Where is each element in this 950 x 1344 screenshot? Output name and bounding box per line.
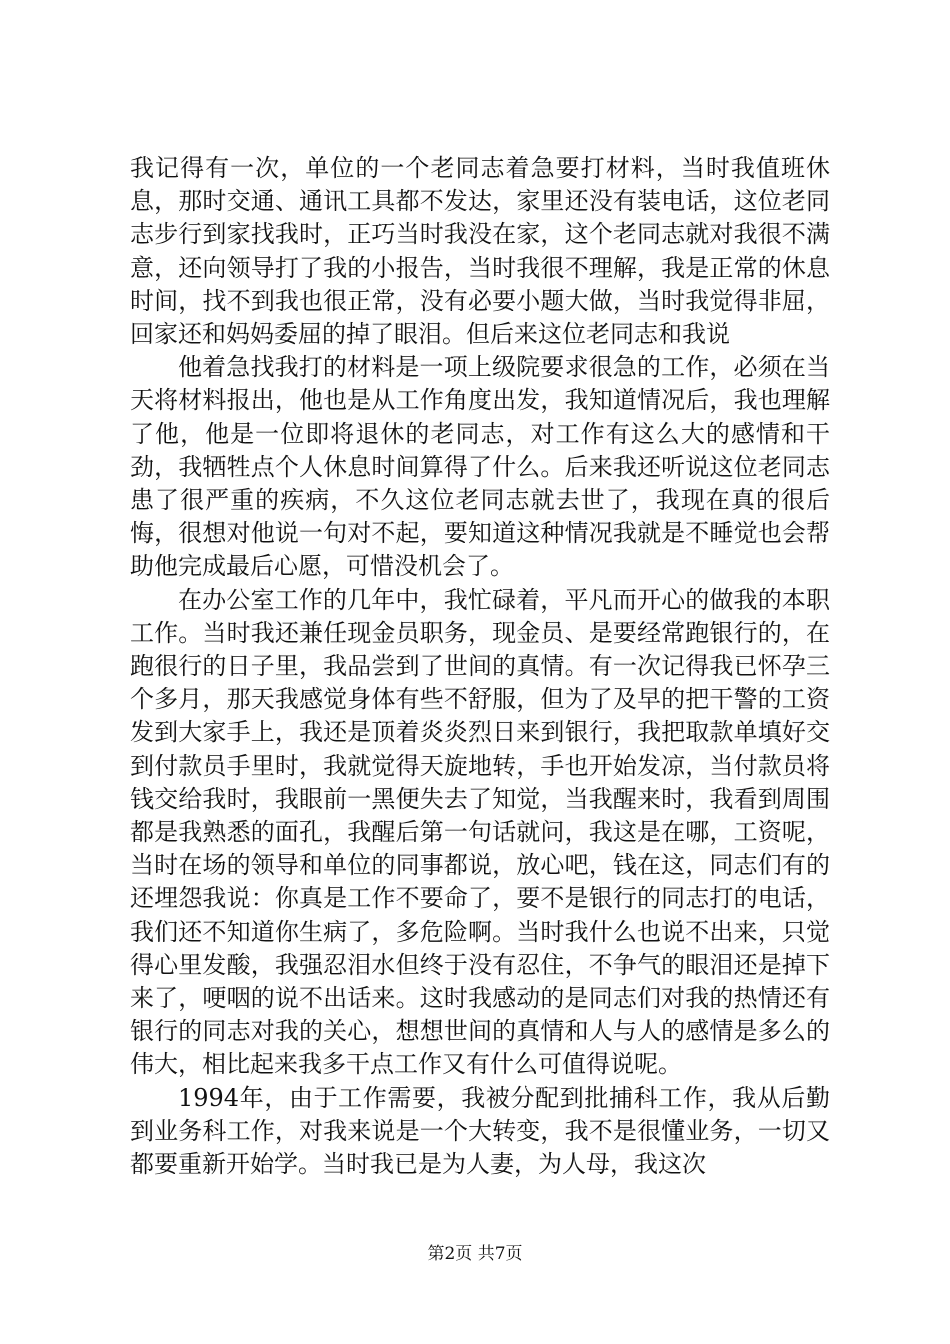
paragraph-4: 1994年，由于工作需要，我被分配到批捕科工作，我从后勤到业务科工作，对我来说是一个大转变，我不是很懂业务，一切又都要重新开始学。当时我已是为人妻，为人母，我这次 — [130, 1083, 830, 1179]
page-footer — [0, 1242, 950, 1266]
document-body — [130, 152, 830, 1181]
paragraph-2: 他着急找我打的材料是一项上级院要求很急的工作，必须在当天将材料报出，他也是从工作角度出发，我知道情况后，我也理解了他，他是一位即将退休的老同志，对工作有这么大的感情和干劲，我牺牲点个人休息时间算得了什么。后来我还听说这位老同志患了很严重的疾病，不久这位老同志就去世了，我现在真的很后悔，很想对他说一句对不起，要知道这种情况我就是不睡觉也会帮助他完成最后心愿，可惜没机会了。 — [130, 353, 830, 581]
paragraph-1: 我记得有一次，单位的一个老同志着急要打材料，当时我值班休息，那时交通、通讯工具都不发达，家里还没有装电话，这位老同志步行到家找我时，正巧当时我没在家，这个老同志就对我很不满意，还向领导打了我的小报告，当时我很不理解，我是正常的休息时间，找不到我也很正常，没有必要小题大做，当时我觉得非屈，回家还和妈妈委屈的掉了眼泪。但后来这位老同志和我说 — [130, 154, 830, 349]
paragraph-3: 在办公室工作的几年中，我忙碌着，平凡而开心的做我的本职工作。当时我还兼任现金员职务，现金员、是要经常跑银行的，在跑很行的日子里，我品尝到了世间的真情。有一次记得我已怀孕三个多月，那天我感觉身体有些不舒服，但为了及早的把干警的工资发到大家手上，我还是顶着炎炎烈日来到银行，我把取款单填好交到付款员手里时，我就觉得天旋地转，手也开始发凉，当付款员将钱交给我时，我眼前一黑便失去了知觉，当我醒来时，我看到周围都是我熟悉的面孔，我醒后第一句话就问，我这是在哪，工资呢，当时在场的领导和单位的同事都说，放心吧，钱在这，同志们有的还埋怨我说：你真是工作不要命了，要不是银行的同志打的电话，我们还不知道你生病了，多危险啊。当时我什么也说不出来，只觉得心里发酸，我强忍泪水但终于没有忍住，不争气的眼泪还是掉下来了，哽咽的说不出话来。这时我感动的是同志们对我的热情还有银行的同志对我的关心，想想世间的真情和人与人的感情是多么的伟大，相比起来我多干点工作又有什么可值得说呢。 — [130, 585, 830, 1079]
page-number: 第2页 共7页 — [427, 1244, 523, 1264]
